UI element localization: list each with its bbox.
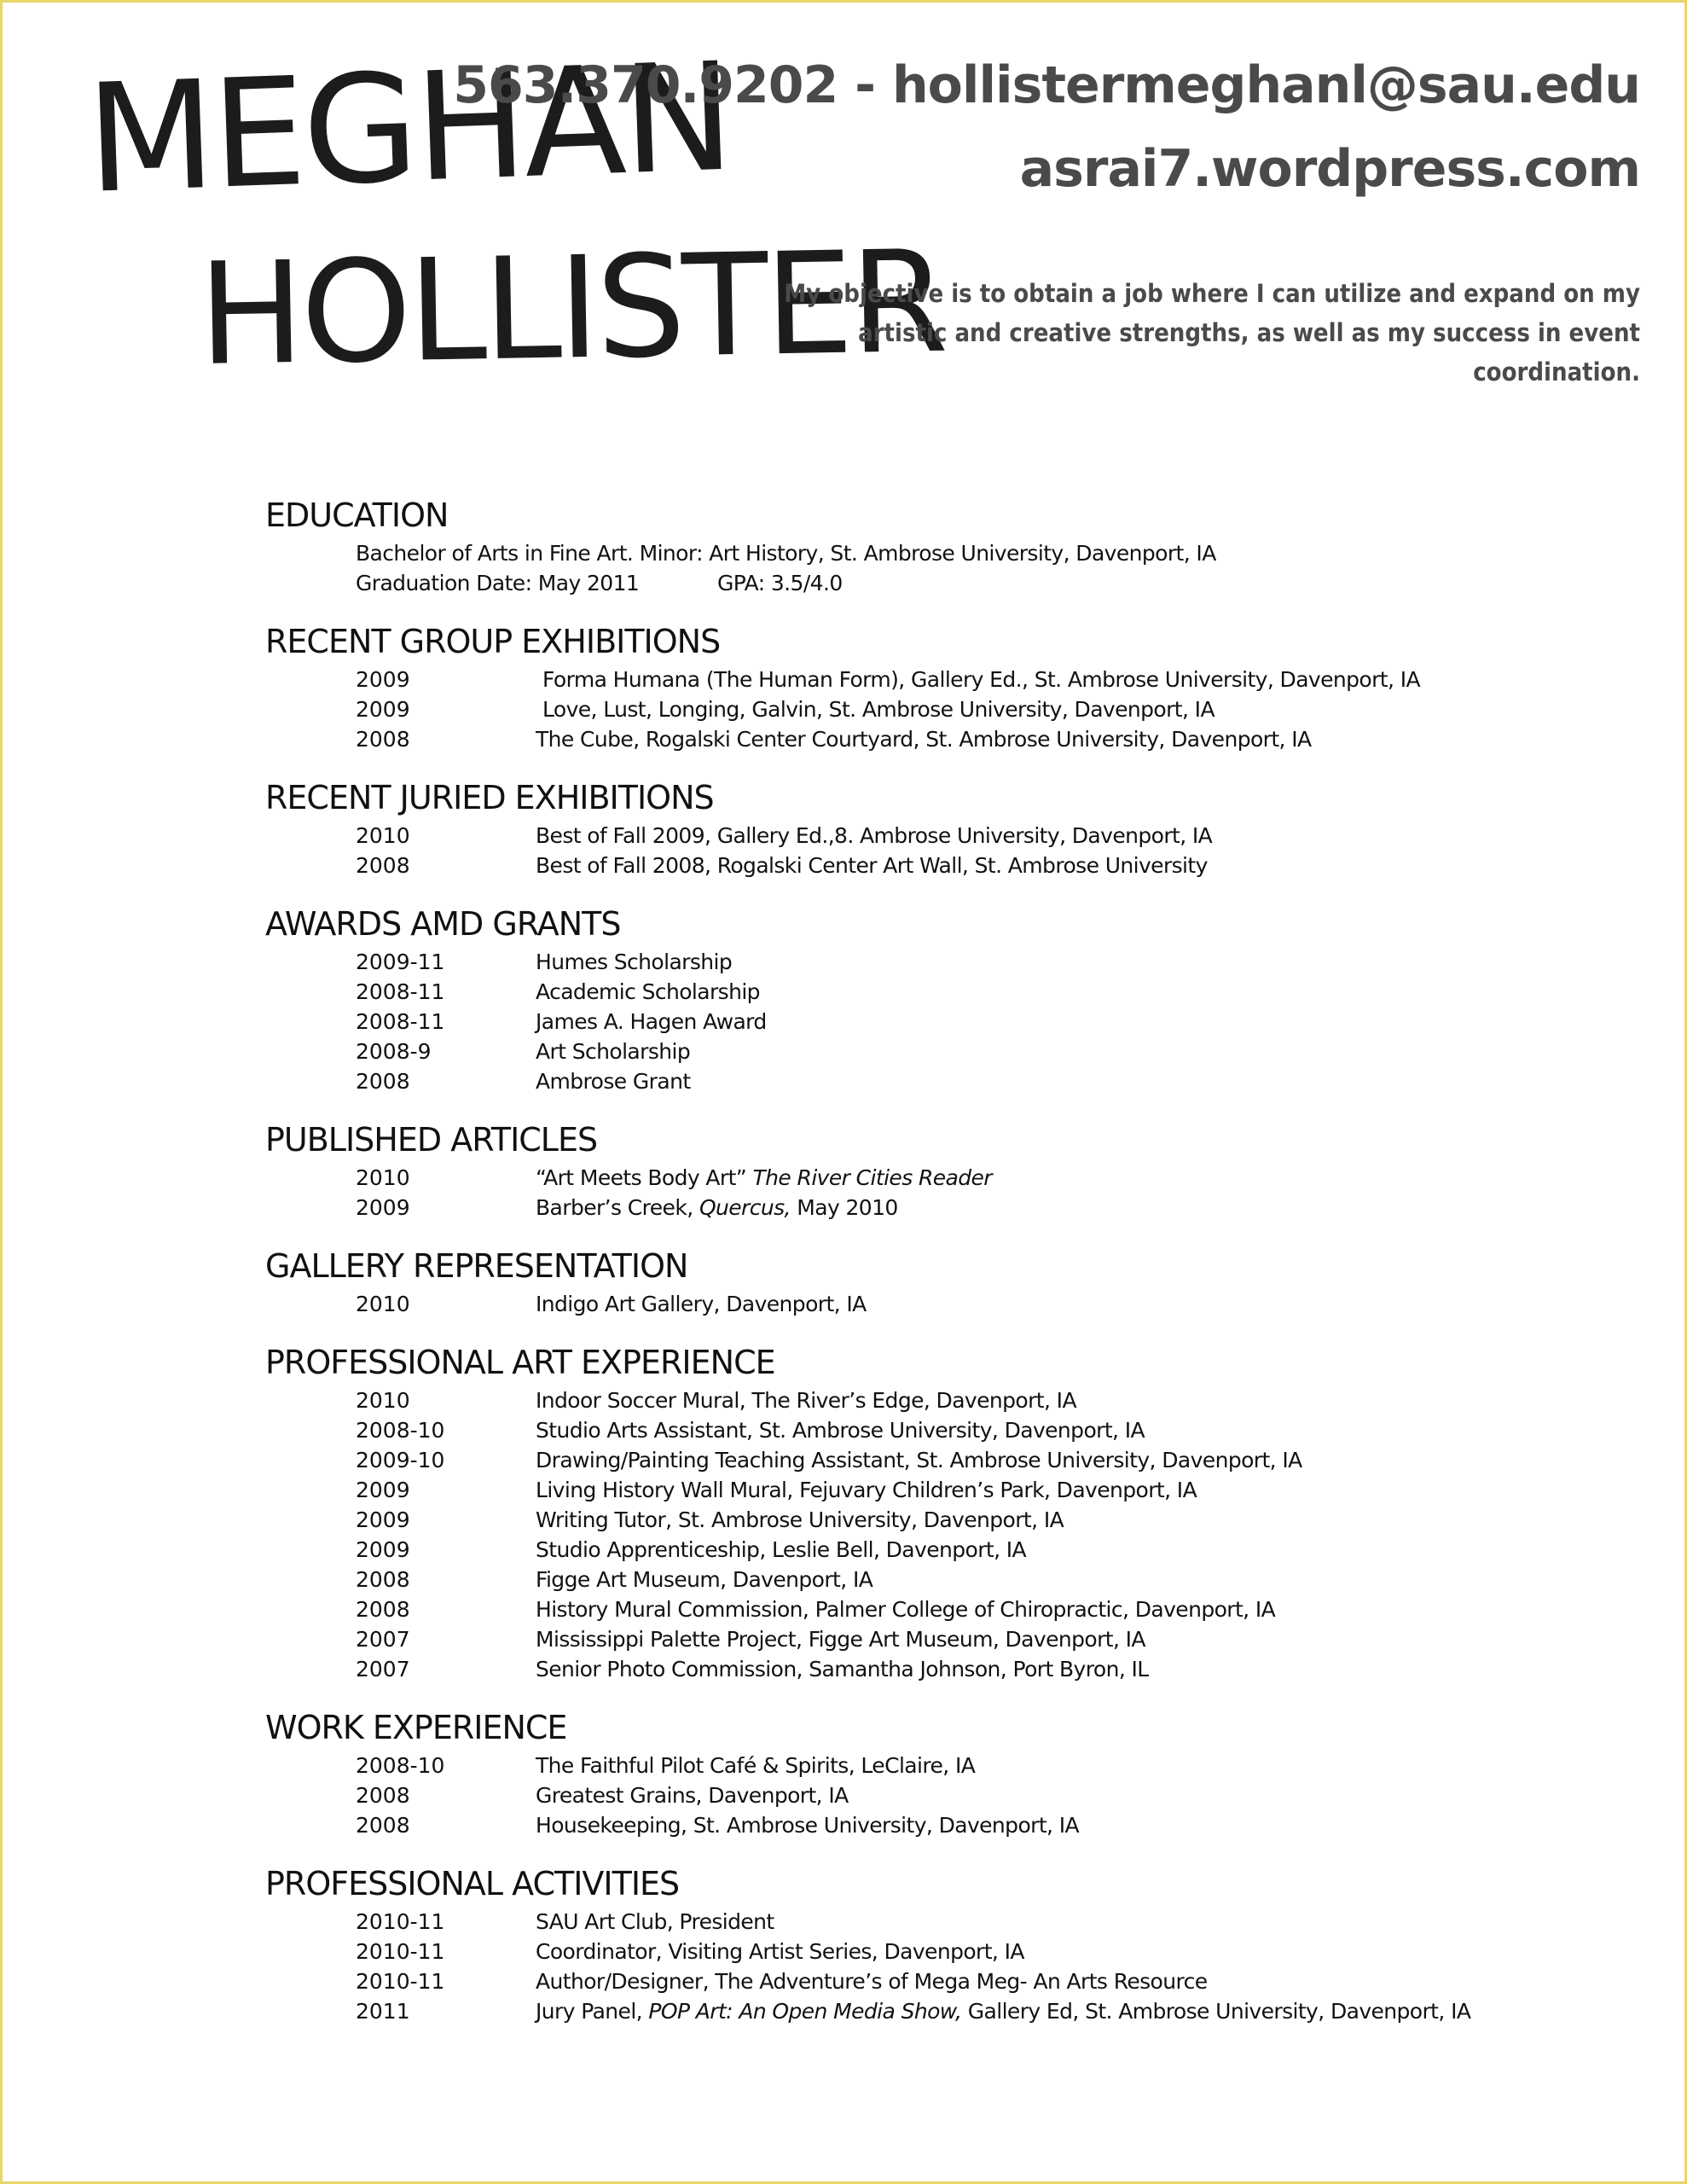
article-title: Barber’s Creek, [536,1195,693,1220]
section-juried-exhibitions [265,775,1647,880]
article-publication: Quercus, [699,1195,791,1220]
list-item [265,976,1647,1006]
section-heading: GALLERY REPRESENTATION [265,1247,688,1285]
section-group-exhibitions [265,619,1647,753]
item-text: Author/Designer, The Adventure’s of Mega Meg- An Arts Resource [536,1969,1208,1994]
list-item [265,664,1647,694]
item-text: Studio Apprenticeship, Leslie Bell, Davenport, IA [536,1537,1027,1562]
item-text: Greatest Grains, Davenport, IA [536,1783,849,1808]
section-gallery [265,1244,1647,1318]
section-heading: RECENT JURIED EXHIBITIONS [265,779,714,816]
item-year: 2008 [356,1783,410,1808]
list-item [265,1780,1647,1809]
item-text: Studio Arts Assistant, St. Ambrose University, Davenport, IA [536,1418,1145,1443]
item-text: Academic Scholarship [536,979,760,1004]
activity-show-title: POP Art: An Open Media Show, [648,1999,962,2024]
item-text: Ambrose Grant [536,1069,691,1094]
item-year: 2008 [356,1597,410,1622]
resume-content [265,493,1647,2025]
item-text [536,1195,898,1220]
article-publication: The River Cities Reader [752,1165,992,1190]
item-year: 2008 [356,1069,410,1094]
list-item [265,1534,1647,1564]
item-year: 2008 [356,1813,410,1838]
item-year: 2009 [356,1478,410,1502]
education-graduation: Graduation Date: May 2011 [356,571,640,595]
contact-phone-email: 563.370.9202 - hollistermeghanl@sau.edu [453,55,1640,115]
item-year: 2010-11 [356,1909,445,1934]
section-heading: RECENT GROUP EXHIBITIONS [265,623,721,660]
list-item [265,1066,1647,1095]
list-item [265,1385,1647,1414]
section-heading: AWARDS AMD GRANTS [265,905,621,943]
item-text: The Cube, Rogalski Center Courtyard, St. Ambrose University, Davenport, IA [536,727,1312,752]
item-year: 2009 [356,1195,410,1220]
list-item [265,946,1647,976]
objective-statement: My objective is to obtain a job where I can utilize and expand on my artistic and creative strengths, as well as my success in event coordination. [784,279,1640,386]
name-last: HOLLISTER [197,219,947,397]
list-item [265,1966,1647,1995]
list-item [265,1564,1647,1594]
list-item [265,1414,1647,1444]
list-item [265,1809,1647,1839]
section-awards [265,902,1647,1095]
list-item [265,1936,1647,1966]
item-year: 2008-11 [356,1009,445,1034]
item-year: 2008-10 [356,1418,445,1443]
education-graduation-row [265,567,1647,597]
article-title: “Art Meets Body Art” [536,1165,747,1190]
list-item [265,723,1647,753]
section-art-experience [265,1340,1647,1683]
item-text: Figge Art Museum, Davenport, IA [536,1567,873,1592]
item-text: Love, Lust, Longing, Galvin, St. Ambrose University, Davenport, IA [542,697,1215,722]
item-text: SAU Art Club, President [536,1909,774,1934]
education-degree-row [265,537,1647,567]
item-year: 2007 [356,1657,410,1682]
item-text [536,1999,1470,2024]
item-year: 2008-10 [356,1753,445,1778]
item-text: Humes Scholarship [536,950,733,974]
activity-pre: Jury Panel, [536,1999,643,2024]
list-item [265,1906,1647,1936]
activity-location: Gallery Ed, St. Ambrose University, Davenport, IA [967,1999,1471,2024]
item-year: 2007 [356,1627,410,1652]
item-year: 2011 [356,1999,410,2024]
name-first: MEGHAN [84,31,734,227]
item-year: 2009 [356,1537,410,1562]
contact-website: asrai7.wordpress.com [1019,139,1640,199]
list-item [265,820,1647,850]
list-item [265,1995,1647,2025]
list-item [265,1036,1647,1066]
item-year: 2008-11 [356,979,445,1004]
item-text: Forma Humana (The Human Form), Gallery Ed., St. Ambrose University, Davenport, IA [542,667,1420,692]
item-text: Senior Photo Commission, Samantha Johnson, Port Byron, IL [536,1657,1149,1682]
item-year: 2009 [356,697,410,722]
list-item [265,1474,1647,1504]
list-item [265,1006,1647,1036]
item-year: 2008 [356,727,410,752]
item-year: 2009 [356,1507,410,1532]
item-text: History Mural Commission, Palmer College of Chiropractic, Davenport, IA [536,1597,1276,1622]
article-date: May 2010 [797,1195,898,1220]
item-year: 2009-10 [356,1448,445,1472]
section-education [265,493,1647,597]
item-year: 2008-9 [356,1039,432,1064]
item-year: 2010-11 [356,1939,445,1964]
list-item [265,1162,1647,1192]
section-heading: PROFESSIONAL ART EXPERIENCE [265,1344,775,1381]
section-published-articles [265,1118,1647,1222]
item-year: 2009 [356,667,410,692]
item-year: 2009-11 [356,950,445,974]
item-year: 2010 [356,1292,410,1316]
item-year: 2010 [356,1165,410,1190]
resume-page [3,3,1684,2181]
section-heading: WORK EXPERIENCE [265,1709,567,1746]
list-item [265,1623,1647,1653]
item-text: Living History Wall Mural, Fejuvary Children’s Park, Davenport, IA [536,1478,1197,1502]
item-text: Housekeeping, St. Ambrose University, Davenport, IA [536,1813,1079,1838]
section-heading: PUBLISHED ARTICLES [265,1121,598,1159]
list-item [265,1750,1647,1780]
item-year: 2010-11 [356,1969,445,1994]
item-text: Best of Fall 2009, Gallery Ed.,8. Ambrose University, Davenport, IA [536,823,1213,848]
list-item [265,1504,1647,1534]
item-text: Indoor Soccer Mural, The River’s Edge, Davenport, IA [536,1388,1076,1413]
item-text: The Faithful Pilot Café & Spirits, LeClaire, IA [536,1753,976,1778]
item-text: Mississippi Palette Project, Figge Art Museum, Davenport, IA [536,1627,1145,1652]
section-heading: EDUCATION [265,497,449,534]
list-item [265,850,1647,880]
list-item [265,1594,1647,1623]
list-item [265,1192,1647,1222]
list-item [265,1653,1647,1683]
education-degree: Bachelor of Arts in Fine Art. Minor: Art History, St. Ambrose University, Davenport, IA [356,541,1216,566]
item-year: 2008 [356,853,410,878]
item-text [536,1165,992,1190]
item-year: 2010 [356,823,410,848]
item-text: Best of Fall 2008, Rogalski Center Art Wall, St. Ambrose University [536,853,1208,878]
list-item [265,694,1647,723]
section-activities [265,1862,1647,2025]
item-text: Writing Tutor, St. Ambrose University, Davenport, IA [536,1507,1064,1532]
education-gpa: GPA: 3.5/4.0 [717,571,843,595]
item-year: 2008 [356,1567,410,1592]
item-text: Art Scholarship [536,1039,691,1064]
section-heading: PROFESSIONAL ACTIVITIES [265,1865,680,1902]
section-work-experience [265,1705,1647,1839]
item-text: Indigo Art Gallery, Davenport, IA [536,1292,867,1316]
item-year: 2010 [356,1388,410,1413]
item-text: James A. Hagen Award [536,1009,767,1034]
list-item [265,1444,1647,1474]
list-item [265,1288,1647,1318]
item-text: Coordinator, Visiting Artist Series, Davenport, IA [536,1939,1024,1964]
item-text: Drawing/Painting Teaching Assistant, St. Ambrose University, Davenport, IA [536,1448,1302,1472]
